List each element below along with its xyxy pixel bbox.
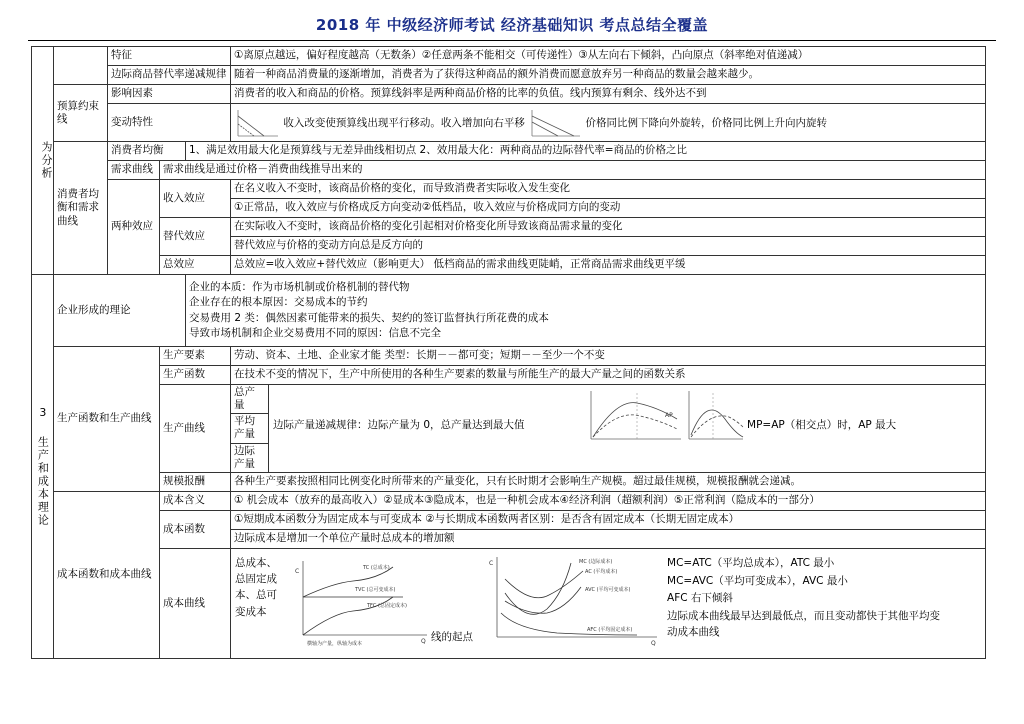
production-curve-text: 边际产量递减规律：边际产量为 0，总产量达到最大值 <box>273 419 525 431</box>
production-function-label: 生产函数 <box>160 366 231 385</box>
firm-line: 交易费用 2 类：偶然因素可能带来的损失、契约的签订监督执行所花费的成本 <box>189 311 549 324</box>
demand-text: 需求曲线是通过价格－消费曲线推导出来的 <box>160 161 986 180</box>
mp-label: 边际产量 <box>231 443 269 472</box>
cost-meaning-text: ① 机会成本（放弃的最高收入）②显成本③隐成本，也是一种机会成本④经济利润（超额利润）⑤正常利润（隐成本的一部分） <box>231 491 986 510</box>
firm-theory-lines <box>186 275 986 347</box>
income-effect-text-2: ①正常品，收入效应与价格成反方向变动②低档品，收入效应与价格成同方向的变动 <box>231 199 986 218</box>
budget-factor-label: 影响因素 <box>108 85 231 104</box>
mrs-text: 随着一种商品消费量的逐渐增加，消费者为了获得这种商品的额外消费而愿意放弃另一种商品的数量会越来越少。 <box>231 66 986 85</box>
page-title: 2018 年 中级经济师考试 经济基础知识 考点总结全覆盖 <box>315 16 709 34</box>
firm-line: 导致市场机制和企业交易费用不同的原因：信息不完全 <box>189 326 441 339</box>
production-function-text: 在技术不变的情况下，生产中所使用的各种生产要素的数量与所能生产的最大产量之间的函数关系 <box>231 366 986 385</box>
production-label: 生产函数和生产曲线 <box>54 347 160 492</box>
features-text: ①离原点越远，偏好程度越高（无数条）②任意两条不能相交（可传递性）③从左向右下倾斜，凸向原点（斜率绝对值递减） <box>231 47 986 66</box>
average-cost-figure <box>487 553 659 647</box>
cost-note: AFC 右下倾斜 <box>667 592 733 605</box>
substitution-effect-text-1: 在实际收入不变时，该商品价格的变化引起相对价格变化所导致该商品需求量的变化 <box>231 218 986 237</box>
balance-text: 1、满足效用最大化是预算线与无差异曲线相切点 2、效用最大化：两种商品的边际替代率=商品的价格之比 <box>186 142 986 161</box>
production-factor-label: 生产要素 <box>160 347 231 366</box>
knowledge-table <box>31 46 986 659</box>
section3-side-label: 3 生产和成本理论 <box>32 275 54 659</box>
cost-curve-items: 总成本、总固定成本、总可变成本 <box>235 556 278 618</box>
mp-ap-figure <box>685 389 745 443</box>
tc-graph-caption: 横轴为产量，纵轴为成本 <box>307 640 363 647</box>
tp-label: 总产量 <box>231 385 269 414</box>
svg-text:AP: AP <box>665 412 673 419</box>
total-cost-figure <box>293 557 429 647</box>
production-curve-label: 生产曲线 <box>160 385 231 473</box>
production-curve-text-b: MP=AP（相交点）时，AP 最大 <box>747 419 897 431</box>
ap-label: 平均产量 <box>231 414 269 443</box>
budget-shift-figure <box>234 108 280 138</box>
budget-change-text-b: 价格同比例下降向外旋转，价格同比例上升向内旋转 <box>585 116 828 129</box>
demand-label: 需求曲线 <box>108 161 160 180</box>
budget-label: 预算约束线 <box>54 85 108 142</box>
firm-line: 企业存在的根本原因：交易成本的节约 <box>189 296 368 309</box>
total-effect-text: 总效应=收入效应+替代效应（影响更大） 低档商品的需求曲线更陡峭，正常商品需求曲线更平缓 <box>231 256 986 275</box>
budget-factor-text: 消费者的收入和商品的价格。预算线斜率是两种商品价格的比率的负值。线内预算有剩余、线外达不到 <box>231 85 986 104</box>
tvc-label: TVC (总可变成本) <box>355 586 396 593</box>
cost-curve-notes <box>667 555 945 642</box>
budget-change-cell <box>231 104 986 142</box>
cost-function-text-1: ①短期成本函数分为固定成本与可变成本 ②与长期成本函数两者区别：是否含有固定成本（长期无固定成本） <box>231 510 986 529</box>
ac-graph-y-label: C <box>489 559 494 567</box>
substitution-effect-label: 替代效应 <box>160 218 231 256</box>
cost-curve-label: 成本曲线 <box>160 548 231 658</box>
tc-graph-x-label: Q <box>421 637 426 645</box>
mrs-label: 边际商品替代率递减规律 <box>108 66 231 85</box>
cost-note: 边际成本曲线最早达到最低点，而且变动都快于其他平均变动成本曲线 <box>667 610 941 638</box>
total-effect-label: 总效应 <box>160 256 231 275</box>
production-factor-text: 劳动、资本、土地、企业家才能 类型：长期－－都可变；短期－－至少一个不变 <box>231 347 986 366</box>
cost-curve-cell <box>231 548 986 658</box>
firm-line: 企业的本质：作为市场机制或价格机制的替代物 <box>189 281 410 294</box>
two-effects-label: 两种效应 <box>108 180 160 275</box>
scale-returns-label: 规模报酬 <box>160 472 231 491</box>
scale-returns-text: 各种生产要素按照相同比例变化时所带来的产量变化，只有长时期才会影响生产规模。超过最佳规模，规模报酬就会递减。 <box>231 472 986 491</box>
budget-rotate-figure <box>528 108 582 138</box>
tc-label: TC (总成本) <box>363 564 390 571</box>
cost-function-text-2: 边际成本是增加一个单位产量时总成本的增加额 <box>231 529 986 548</box>
tfc-label: TFC (总固定成本) <box>367 602 407 609</box>
substitution-effect-text-2: 替代效应与价格的变动方向总是反方向的 <box>231 237 986 256</box>
tp-ap-mp-figure <box>587 389 683 443</box>
production-curve-cell <box>269 385 986 473</box>
income-effect-label: 收入效应 <box>160 180 231 218</box>
cost-curve-mid-text: 线的起点 <box>431 630 474 643</box>
avc-label: AVC (平均可变成本) <box>585 586 631 593</box>
tc-graph-y-label: C <box>295 567 300 575</box>
balance-label: 消费者均衡 <box>108 142 186 161</box>
afc-label: AFC (平均固定成本) <box>587 626 633 633</box>
budget-change-text-a: 收入改变使预算线出现平行移动。收入增加向右平移 <box>283 116 525 129</box>
features-label: 特征 <box>108 47 231 66</box>
cost-note: MC=AVC（平均可变成本），AVC 最小 <box>667 574 848 587</box>
section1-side-label: 为分析 <box>32 47 54 275</box>
ac-label: AC (平均成本) <box>585 568 618 575</box>
ac-graph-x-label: Q <box>651 639 656 647</box>
budget-change-label: 变动特性 <box>108 104 231 142</box>
mc-label: MC (边际成本) <box>579 558 613 565</box>
income-effect-text-1: 在名义收入不变时，该商品价格的变化，而导致消费者实际收入发生变化 <box>231 180 986 199</box>
title-underline <box>28 40 996 41</box>
equilibrium-label: 消费者均衡和需求曲线 <box>54 142 108 275</box>
cost-label: 成本函数和成本曲线 <box>54 491 160 658</box>
firm-theory-label: 企业形成的理论 <box>54 275 186 347</box>
cost-function-label: 成本函数 <box>160 510 231 548</box>
cost-note: MC=ATC（平均总成本），ATC 最小 <box>667 556 835 569</box>
indiff-group-cell <box>54 47 108 85</box>
cost-meaning-label: 成本含义 <box>160 491 231 510</box>
